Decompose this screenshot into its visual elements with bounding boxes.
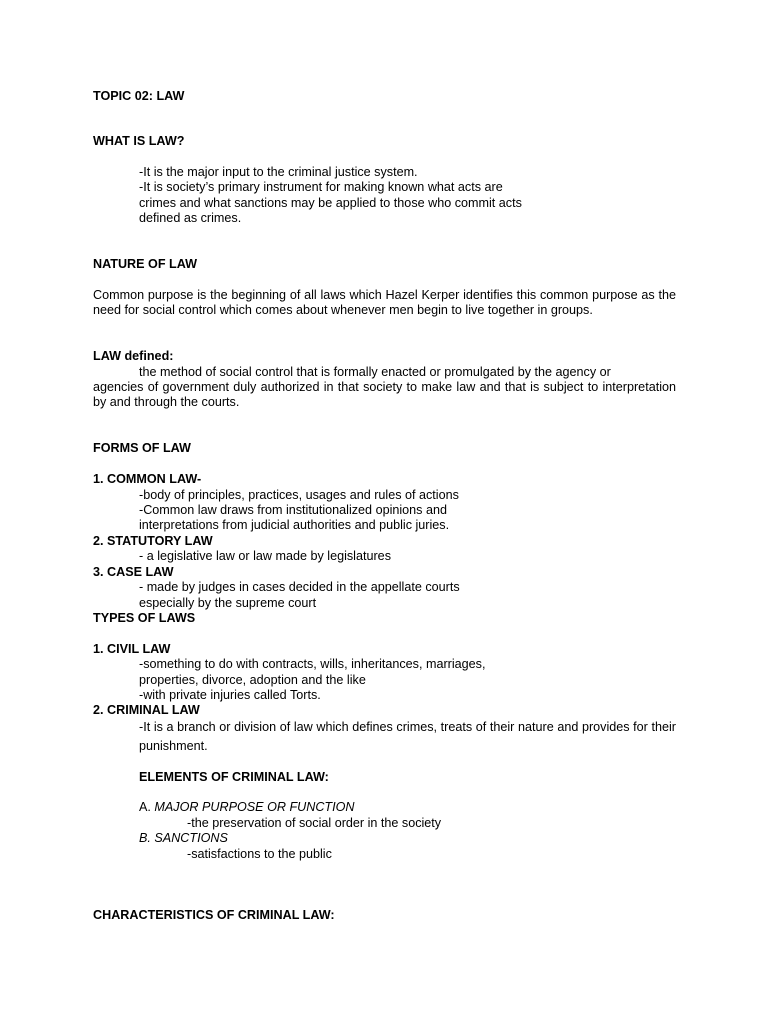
case-law-line: especially by the supreme court [139, 596, 317, 610]
law-defined-paragraph: agencies of government duly authorized in that society to make law and that is subject to interpretation by and through the courts. [93, 380, 676, 410]
civil-law-title: 1. CIVIL LAW [93, 642, 171, 656]
law-defined-first-line: the method of social control that is formally enacted or promulgated by the agency or [139, 365, 611, 379]
criminal-law-paragraph: -It is a branch or division of law which defines crimes, treats of their nature and provides for their punishment. [139, 720, 676, 753]
what-is-law-line: -It is society’s primary instrument for making known what acts are [139, 180, 503, 194]
forms-of-law-heading: FORMS OF LAW [93, 441, 191, 455]
statutory-law-title: 2. STATUTORY LAW [93, 534, 213, 548]
civil-law-line: properties, divorce, adoption and the like [139, 673, 366, 687]
common-law-line: -Common law draws from institutionalized opinions and [139, 503, 447, 517]
nature-of-law-heading: NATURE OF LAW [93, 257, 198, 271]
criminal-law-title: 2. CRIMINAL LAW [93, 703, 200, 717]
what-is-law-line: crimes and what sanctions may be applied to those who commit acts [139, 196, 522, 210]
law-defined-heading: LAW defined: [93, 349, 174, 363]
common-law-line: interpretations from judicial authorities and public juries. [139, 518, 450, 532]
case-law-line: - made by judges in cases decided in the appellate courts [139, 580, 460, 594]
element-a-title [139, 800, 355, 815]
nature-of-law-paragraph: Common purpose is the beginning of all laws which Hazel Kerper identifies this common purpose as the need for social control which comes about whenever men begin to live together in groups. [93, 288, 676, 318]
common-law-line: -body of principles, practices, usages and rules of actions [139, 488, 459, 502]
topic-title: TOPIC 02: LAW [93, 89, 185, 103]
case-law-title: 3. CASE LAW [93, 565, 174, 579]
characteristics-heading: CHARACTERISTICS OF CRIMINAL LAW: [93, 908, 335, 922]
what-is-law-line: -It is the major input to the criminal justice system. [139, 165, 418, 179]
element-a-description: -the preservation of social order in the society [187, 816, 442, 830]
types-of-laws-heading: TYPES OF LAWS [93, 611, 196, 625]
statutory-law-line: - a legislative law or law made by legislatures [139, 549, 391, 563]
elements-heading: ELEMENTS OF CRIMINAL LAW: [139, 770, 329, 784]
what-is-law-heading: WHAT IS LAW? [93, 134, 185, 148]
element-a-prefix: A. [139, 800, 155, 814]
civil-law-line: -with private injuries called Torts. [139, 688, 321, 702]
element-b-title: B. SANCTIONS [139, 831, 228, 845]
common-law-title: 1. COMMON LAW- [93, 472, 202, 486]
what-is-law-line: defined as crimes. [139, 211, 242, 225]
element-a-label: MAJOR PURPOSE OR FUNCTION [154, 800, 355, 814]
civil-law-line: -something to do with contracts, wills, inheritances, marriages, [139, 657, 486, 671]
element-b-description: -satisfactions to the public [187, 847, 332, 861]
